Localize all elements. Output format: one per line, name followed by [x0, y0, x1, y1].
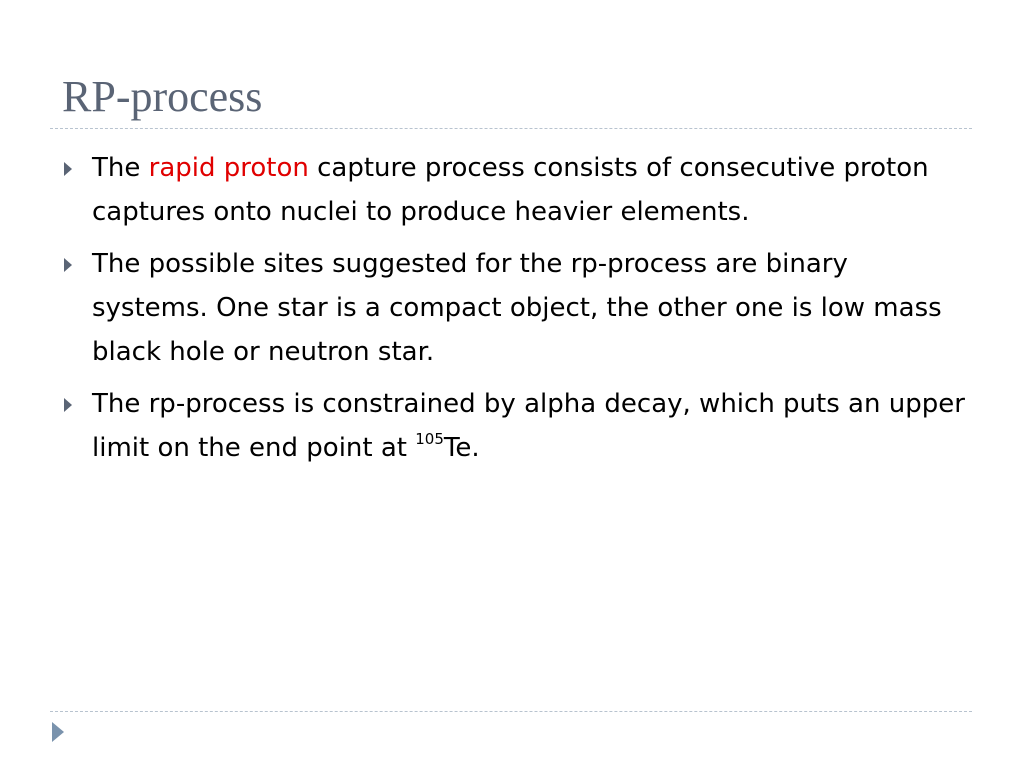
bullet-triangle-icon [64, 398, 72, 412]
bullet-text: The possible sites suggested for the rp-process are binary systems. One star is a compact object, the other one is low mass black hole or neutron star. [92, 249, 942, 367]
title-divider [50, 128, 972, 129]
bullet-text-post: capture process consists of consecutive proton captures onto nuclei to produce heavier elements. [92, 153, 929, 227]
bullet-triangle-icon [64, 162, 72, 176]
footer-divider [50, 711, 972, 712]
slide-title: RP-process [62, 72, 263, 121]
bullet-text-post: . [471, 433, 480, 463]
bullet-triangle-icon [64, 258, 72, 272]
bullet-item [60, 242, 970, 374]
bullet-list [60, 146, 970, 478]
bullet-text-pre: The [92, 153, 149, 183]
bullet-item [60, 382, 970, 470]
play-triangle-icon[interactable] [52, 722, 64, 742]
element-symbol: Te [443, 433, 472, 463]
isotope-mass-number: 105 [415, 430, 444, 448]
highlight-text: rapid proton [148, 153, 309, 183]
bullet-text-pre: The rp-process is constrained by alpha decay, which puts an upper limit on the end point at [92, 389, 965, 463]
bullet-item [60, 146, 970, 234]
